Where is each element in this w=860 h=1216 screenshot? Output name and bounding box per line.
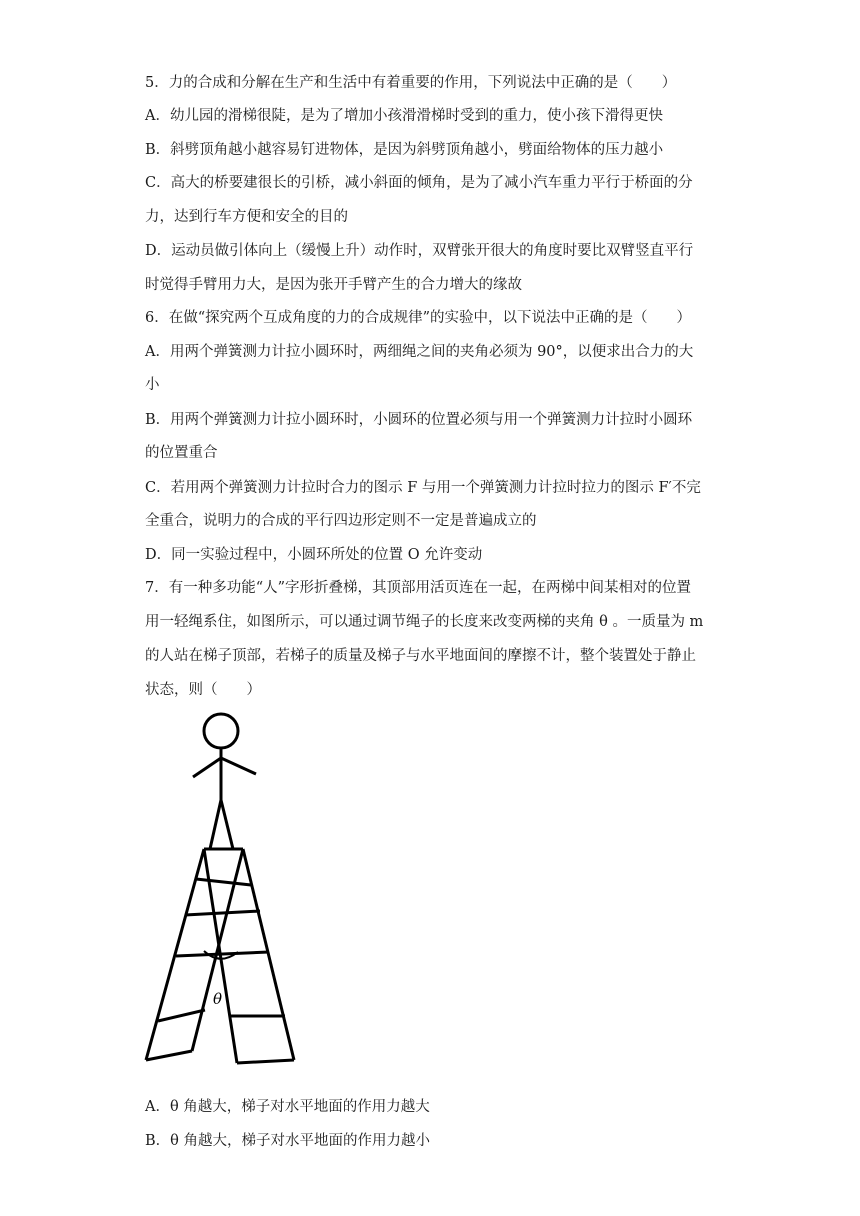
q7-stem-line3: 的人站在梯子顶部，若梯子的质量及梯子与水平地面间的摩擦不计，整个装置处于静止 <box>145 648 696 664</box>
person-head <box>204 714 238 748</box>
ladder-rung <box>196 879 251 885</box>
right-ladder-foot <box>237 1060 294 1063</box>
q7-stem-line4: 状态，则（ ） <box>145 682 261 698</box>
q5-option-d-line2: 时觉得手臂用力大，是因为张开手臂产生的合力增大的缘故 <box>145 277 522 293</box>
q6-option-c-line2: 全重合，说明力的合成的平行四边形定则不一定是普遍成立的 <box>145 513 537 529</box>
left-ladder-foot <box>146 1051 192 1060</box>
q6-option-a-line1: A．用两个弹簧测力计拉小圆环时，两细绳之间的夹角必须为 90°，以便求出合力的大 <box>145 344 694 360</box>
q7-option-a: A．θ 角越大，梯子对水平地面的作用力越大 <box>145 1099 430 1115</box>
q7-stem-line2: 用一轻绳系住，如图所示，可以通过调节绳子的长度来改变两梯的夹角 θ 。一质量为 m <box>145 614 704 630</box>
q6-option-c-line1: C．若用两个弹簧测力计拉时合力的图示 F 与用一个弹簧测力计拉时拉力的图示 F′不完 <box>145 480 701 496</box>
right-ladder-rail-outer <box>243 849 294 1060</box>
q6-stem: 6．在做“探究两个互成角度的力的合成规律”的实验中，以下说法中正确的是（ ） <box>145 310 692 326</box>
ladder-rung <box>158 1010 205 1021</box>
theta-label: θ <box>213 990 223 1008</box>
q5-option-a: A．幼儿园的滑梯很陡，是为了增加小孩滑滑梯时受到的重力，使小孩下滑得更快 <box>145 108 663 124</box>
q5-option-b: B．斜劈顶角越小越容易钉进物体，是因为斜劈顶角越小，劈面给物体的压力越小 <box>145 142 664 158</box>
person-left-arm <box>193 758 221 777</box>
q5-option-c-line2: 力，达到行车方便和安全的目的 <box>145 209 348 225</box>
person-right-leg <box>221 800 233 849</box>
person-left-leg <box>210 800 221 849</box>
q6-option-d: D．同一实验过程中，小圆环所处的位置 O 允许变动 <box>145 547 483 563</box>
q6-option-b-line2: 的位置重合 <box>145 445 218 461</box>
person-right-arm <box>221 758 256 774</box>
q6-option-a-line2: 小 <box>145 377 160 393</box>
q5-stem: 5．力的合成和分解在生产和生活中有着重要的作用，下列说法中正确的是（ ） <box>145 75 677 91</box>
q5-option-d-line1: D．运动员做引体向上（缓慢上升）动作时，双臂张开很大的角度时要比双臂竖直平行 <box>145 243 694 259</box>
ladder-figure <box>140 706 310 1068</box>
q7-stem-line1: 7．有一种多功能“人”字形折叠梯，其顶部用活页连在一起，在两梯中间某相对的位置 <box>145 580 692 596</box>
q6-option-b-line1: B．用两个弹簧测力计拉小圆环时，小圆环的位置必须与用一个弹簧测力计拉时小圆环 <box>145 412 693 428</box>
ladder-rung <box>185 911 260 915</box>
q7-option-b: B．θ 角越大，梯子对水平地面的作用力越小 <box>145 1133 430 1149</box>
q5-option-c-line1: C．高大的桥要建很长的引桥，减小斜面的倾角，是为了减小汽车重力平行于桥面的分 <box>145 175 693 191</box>
ladder-rung <box>176 952 269 956</box>
